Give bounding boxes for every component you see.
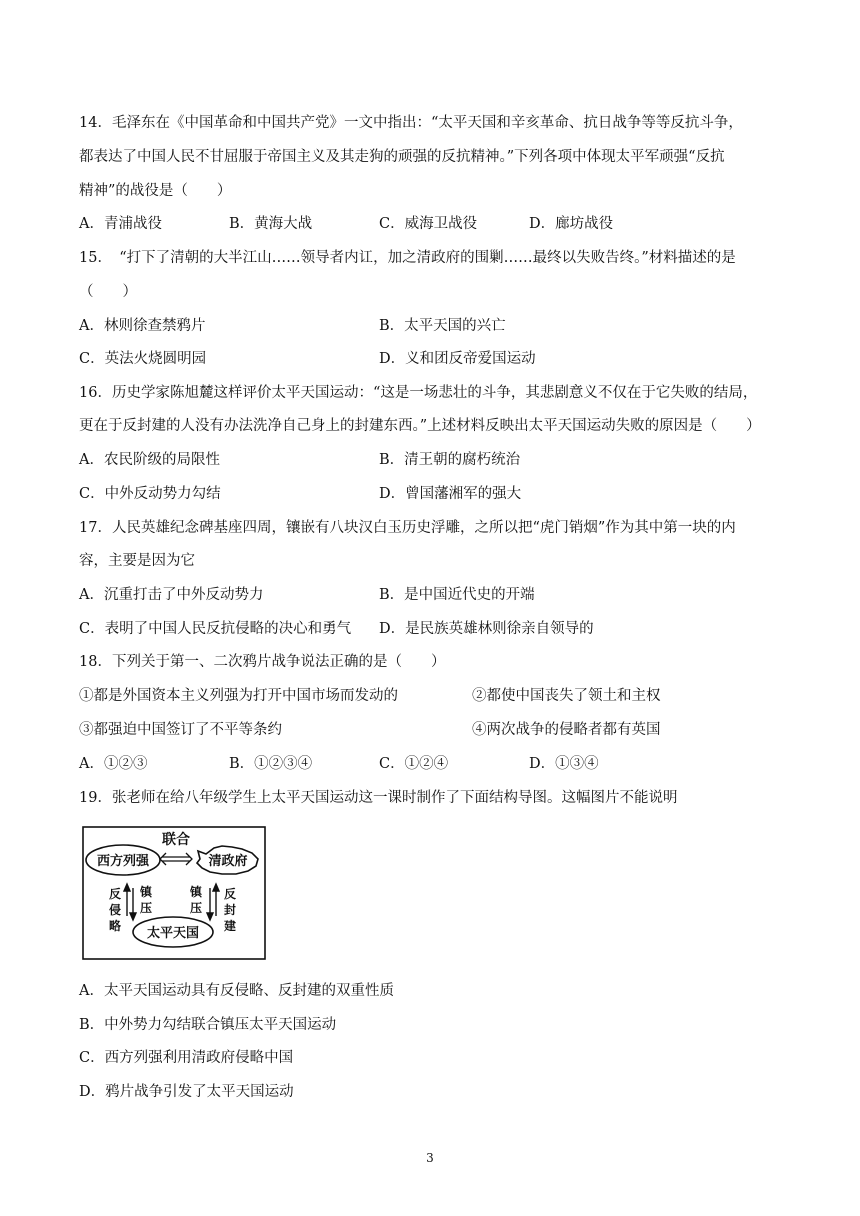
q15-stem-line2: （ ）: [79, 284, 137, 300]
q18-option-c: C．①②④: [379, 756, 449, 772]
q14-option-a: A．青浦战役: [79, 216, 162, 232]
q14-option-d: D．廊坊战役: [529, 216, 614, 232]
q16-option-a: A．农民阶级的局限性: [79, 452, 220, 468]
q16-option-d: D．曾国藩湘军的强大: [379, 486, 522, 502]
q16-stem-line1: 16．历史学家陈旭麓这样评价太平天国运动：“这是一场悲壮的斗争，其悲剧意义不仅在于它失败的结局，: [79, 385, 758, 401]
q19-option-d: D．鸦片战争引发了太平天国运动: [79, 1084, 294, 1100]
q18-option-b: B．①②③④: [229, 756, 313, 772]
q15-option-b: B．太平天国的兴亡: [379, 318, 506, 334]
q16-option-b: B．清王朝的腐朽统治: [379, 452, 521, 468]
q18-option-d: D．①③④: [529, 756, 599, 772]
q14-stem-line3: 精神”的战役是（ ）: [79, 183, 232, 199]
q19-option-a: A．太平天国运动具有反侵略、反封建的双重性质: [79, 983, 394, 999]
label-anti-feudal: 反封建: [224, 887, 237, 933]
q19-stem-line1: 19．张老师在给八年级学生上太平天国运动这一课时制作了下面结构导图。这幅图片不能说明: [79, 790, 678, 806]
q14-option-c: C．威海卫战役: [379, 216, 478, 232]
q17-option-a: A．沉重打击了中外反动势力: [79, 587, 264, 603]
q14-stem-line1: 14．毛泽东在《中国革命和中国共产党》一文中指出：“太平天国和辛亥革命、抗日战争等等反抗斗争，: [79, 115, 743, 131]
label-anti-aggression: 反侵略: [109, 887, 122, 933]
q15-option-d: D．义和团反帝爱国运动: [379, 351, 536, 367]
q16-option-c: C．中外反动势力勾结: [79, 486, 221, 502]
q15-stem-line1: 15． “打下了清朝的大半江山……领导者内讧，加之清政府的围剿……最终以失败告终。”材料描述的是: [79, 250, 736, 266]
node-qing-government: 清政府: [208, 854, 248, 869]
q18-statement-2: ②都使中国丧失了领土和主权: [472, 688, 661, 704]
structure-diagram: [82, 826, 266, 960]
q17-stem-line1: 17．人民英雄纪念碑基座四周，镶嵌有八块汉白玉历史浮雕，之所以把“虎门销烟”作为其中第一块的内: [79, 520, 736, 536]
q14-option-b: B．黄海大战: [229, 216, 313, 232]
page-number: 3: [426, 1151, 434, 1165]
q19-option-c: C．西方列强利用清政府侵略中国: [79, 1050, 294, 1066]
label-suppress-right: 镇压: [190, 885, 203, 915]
q18-statement-4: ④两次战争的侵略者都有英国: [472, 722, 661, 738]
node-taiping: 太平天国: [146, 926, 200, 941]
node-western-powers: 西方列强: [96, 854, 150, 869]
q17-option-c: C．表明了中国人民反抗侵略的决心和勇气: [79, 621, 352, 637]
q15-option-c: C．英法火烧圆明园: [79, 351, 207, 367]
q18-stem-line1: 18．下列关于第一、二次鸦片战争说法正确的是（ ）: [79, 654, 446, 670]
diagram-top-label: 联合: [162, 832, 190, 848]
q18-statement-1: ①都是外国资本主义列强为打开中国市场而发动的: [79, 688, 398, 704]
label-suppress-left: 镇压: [140, 885, 153, 915]
q18-option-a: A．①②③: [79, 756, 148, 772]
q14-stem-line2: 都表达了中国人民不甘屈服于帝国主义及其走狗的顽强的反抗精神。”下列各项中体现太平军顽强“反抗: [79, 149, 725, 165]
q16-stem-line2: 更在于反封建的人没有办法洗净自己身上的封建东西。”上述材料反映出太平天国运动失败的原因是（ ）: [79, 418, 761, 434]
q15-option-a: A．林则徐查禁鸦片: [79, 318, 206, 334]
q19-option-b: B．中外势力勾结联合镇压太平天国运动: [79, 1017, 337, 1033]
q17-option-d: D．是民族英雄林则徐亲自领导的: [379, 621, 594, 637]
q17-stem-line2: 容，主要是因为它: [79, 553, 195, 569]
q18-statement-3: ③都强迫中国签订了不平等条约: [79, 722, 282, 738]
q17-option-b: B．是中国近代史的开端: [379, 587, 535, 603]
